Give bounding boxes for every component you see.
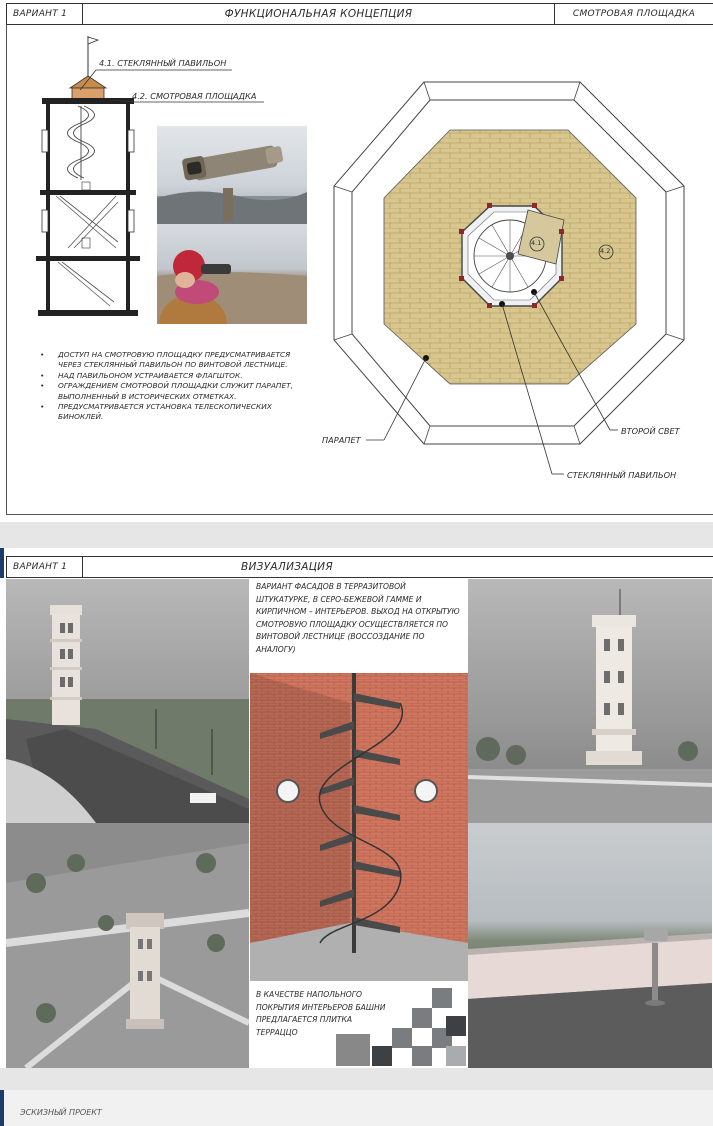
sheet1-header: [6, 3, 713, 25]
sheet-visualization: [0, 548, 713, 1068]
sheet2-header: [6, 556, 713, 578]
person-icon: [157, 224, 307, 324]
plan-mark-41: 4.1: [531, 239, 542, 247]
photo-telescope-binoculars: [157, 126, 307, 224]
telescope-binoculars-icon: [157, 126, 307, 224]
terrazzo-tile-samples: [372, 988, 466, 1066]
accent-bar: [0, 1090, 4, 1126]
bullet-item: • ДОСТУП НА СМОТРОВУЮ ПЛОЩАДКУ ПРЕДУСМАТРИВАЕТСЯ ЧЕРЕЗ СТЕКЛЯННЫЙ ПАВИЛЬОН ПО ВИНТОВОЙ ЛЕСТНИЦЕ.: [40, 350, 310, 371]
accent-bar: [0, 548, 4, 578]
spiral-stair-icon: [250, 673, 468, 981]
bullet-item: • ПРЕДУСМАТРИВАЕТСЯ УСТАНОВКА ТЕЛЕСКОПИЧЕСКИХ БИНОКЛЕЙ.: [40, 402, 310, 423]
sheet-title: ВИЗУАЛИЗАЦИЯ: [241, 561, 333, 573]
render-tower-aerial-view: [6, 823, 249, 1068]
sheet-functional-concept: [0, 0, 713, 522]
tower-icon: [6, 579, 249, 823]
aerial-scene: [6, 823, 249, 1068]
plan-label-second-light: ВТОРОЙ СВЕТ: [621, 426, 680, 436]
sheet-title: ФУНКЦИОНАЛЬНАЯ КОНЦЕПЦИЯ: [83, 4, 555, 24]
sheet-footer: [0, 1090, 713, 1126]
terrazzo-tile-single: [336, 1034, 370, 1066]
variant-label: ВАРИАНТ 1: [7, 4, 83, 24]
render-tower-path-view: [6, 579, 249, 823]
tower-side-icon: [468, 579, 712, 823]
callout-pavilion: 4.1. СТЕКЛЯННЫЙ ПАВИЛЬОН: [99, 58, 227, 68]
bullet-item: • НАД ПАВИЛЬОНОМ УСТРАИВАЕТСЯ ФЛАГШТОК.: [40, 371, 310, 381]
plan-label-parapet: ПАРАПЕТ: [322, 435, 361, 445]
concept-bullet-list: [40, 350, 310, 423]
section-label: СМОТРОВАЯ ПЛОЩАДКА: [572, 9, 696, 19]
photo-person-with-binoculars: [157, 224, 307, 324]
facade-description-text: ВАРИАНТ ФАСАДОВ В ТЕРРАЗИТОВОЙ ШТУКАТУРКЕ, В СЕРО-БЕЖЕВОЙ ГАММЕ И КИРПИЧНОМ – ИНТЕРЬЕРОВ. ВЫХОД НА ОТКРЫТУЮ СМОТРОВУЮ ПЛОЩАДКУ ОСУЩЕСТВЛЯЕТСЯ ПО ВИНТОВОЙ ЛЕСТНИЦЕ (ВОССОЗДАНИЕ ПО АНАЛОГУ): [250, 579, 468, 673]
render-platform-view: [468, 823, 712, 1068]
platform-parapet-icon: [468, 823, 712, 1068]
project-stage-label: ЭСКИЗНЫЙ ПРОЕКТ: [20, 1108, 102, 1117]
floor-text: В КАЧЕСТВЕ НАПОЛЬНОГО ПОКРЫТИЯ ИНТЕРЬЕРОВ БАШНИ ПРЕДЛАГАЕТСЯ ПЛИТКА ТЕРРАЦЦО: [256, 990, 386, 1037]
render-tower-side-view: [468, 579, 712, 823]
plan-label-glass-pavilion: СТЕКЛЯННЫЙ ПАВИЛЬОН: [567, 470, 677, 480]
variant-label: ВАРИАНТ 1: [7, 557, 83, 577]
bullet-item: • ОГРАЖДЕНИЕМ СМОТРОВОЙ ПЛОЩАДКИ СЛУЖИТ ПАРАПЕТ, ВЫПОЛНЕННЫЙ В ИСТОРИЧЕСКИХ ОТМЕТКАХ.: [40, 381, 310, 402]
callout-platform: 4.2. СМОТРОВАЯ ПЛОЩАДКА: [132, 91, 257, 101]
render-interior-spiral-stair: [250, 673, 468, 981]
plan-mark-42: 4.2: [600, 247, 611, 255]
